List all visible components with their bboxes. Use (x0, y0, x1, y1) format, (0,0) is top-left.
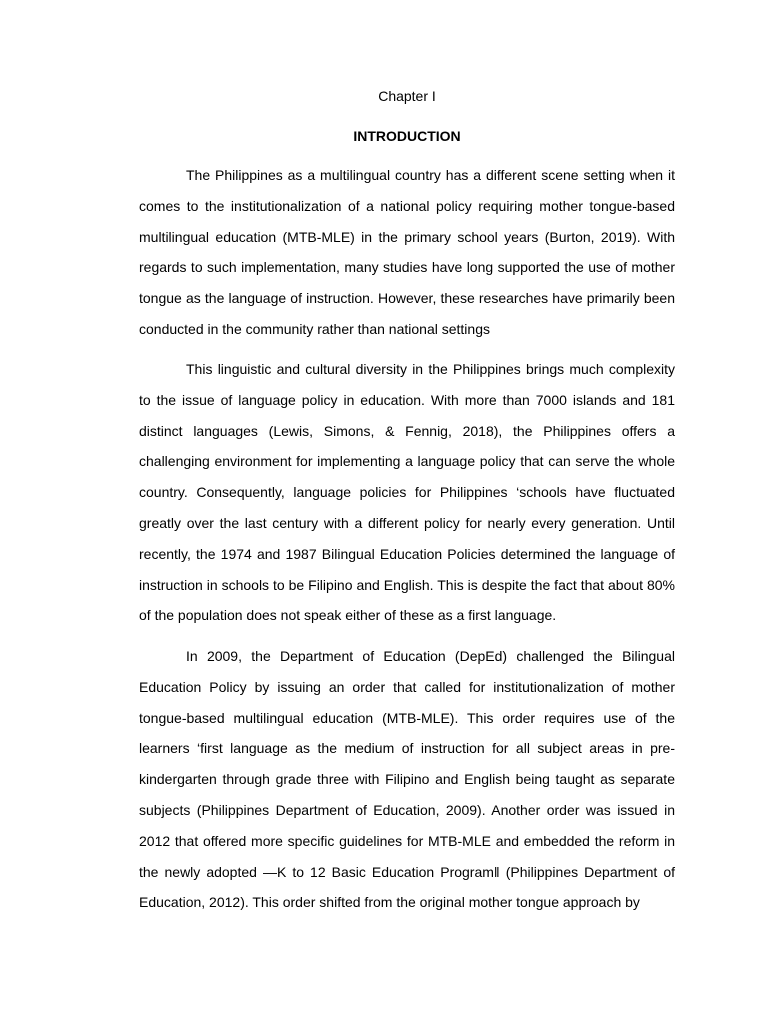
section-title: INTRODUCTION (353, 128, 461, 144)
paragraph: In 2009, the Department of Education (DepEd) challenged the Bilingual Education Policy by issuing an order that called for institutionalization of mother tongue-based multilingual education (MTB-MLE). This order requires use of the learners ‘first language as the medium of instruction for all subject areas in pre-kindergarten through grade three with Filipino and English being taught as separate subjects (Philippines Department of Education, 2009). Another order was issued in 2012 that offered more specific guidelines for MTB-MLE and embedded the reform in the newly adopted ―K to 12 Basic Education Program‖ (Philippines Department of Education, 2012). This order shifted from the original mother tongue approach by (139, 648, 675, 911)
paragraph: This linguistic and cultural diversity in the Philippines brings much complexity to the issue of language policy in education. With more than 7000 islands and 181 distinct languages (Lewis, Simons, & Fennig, 2018), the Philippines offers a challenging environment for implementing a language policy that can serve the whole country. Consequently, language policies for Philippines ‘schools have fluctuated greatly over the last century with a different policy for nearly every generation. Until recently, the 1974 and 1987 Bilingual Education Policies determined the language of instruction in schools to be Filipino and English. This is despite the fact that about 80% of the population does not speak either of these as a first language. (139, 361, 675, 624)
paragraph: The Philippines as a multilingual country has a different scene setting when it comes to the institutionalization of a national policy requiring mother tongue-based multilingual education (MTB-MLE) in the primary school years (Burton, 2019). With regards to such implementation, many studies have long supported the use of mother tongue as the language of instruction. However, these researches have primarily been conducted in the community rather than national settings (139, 167, 675, 337)
chapter-label: Chapter I (378, 88, 436, 104)
